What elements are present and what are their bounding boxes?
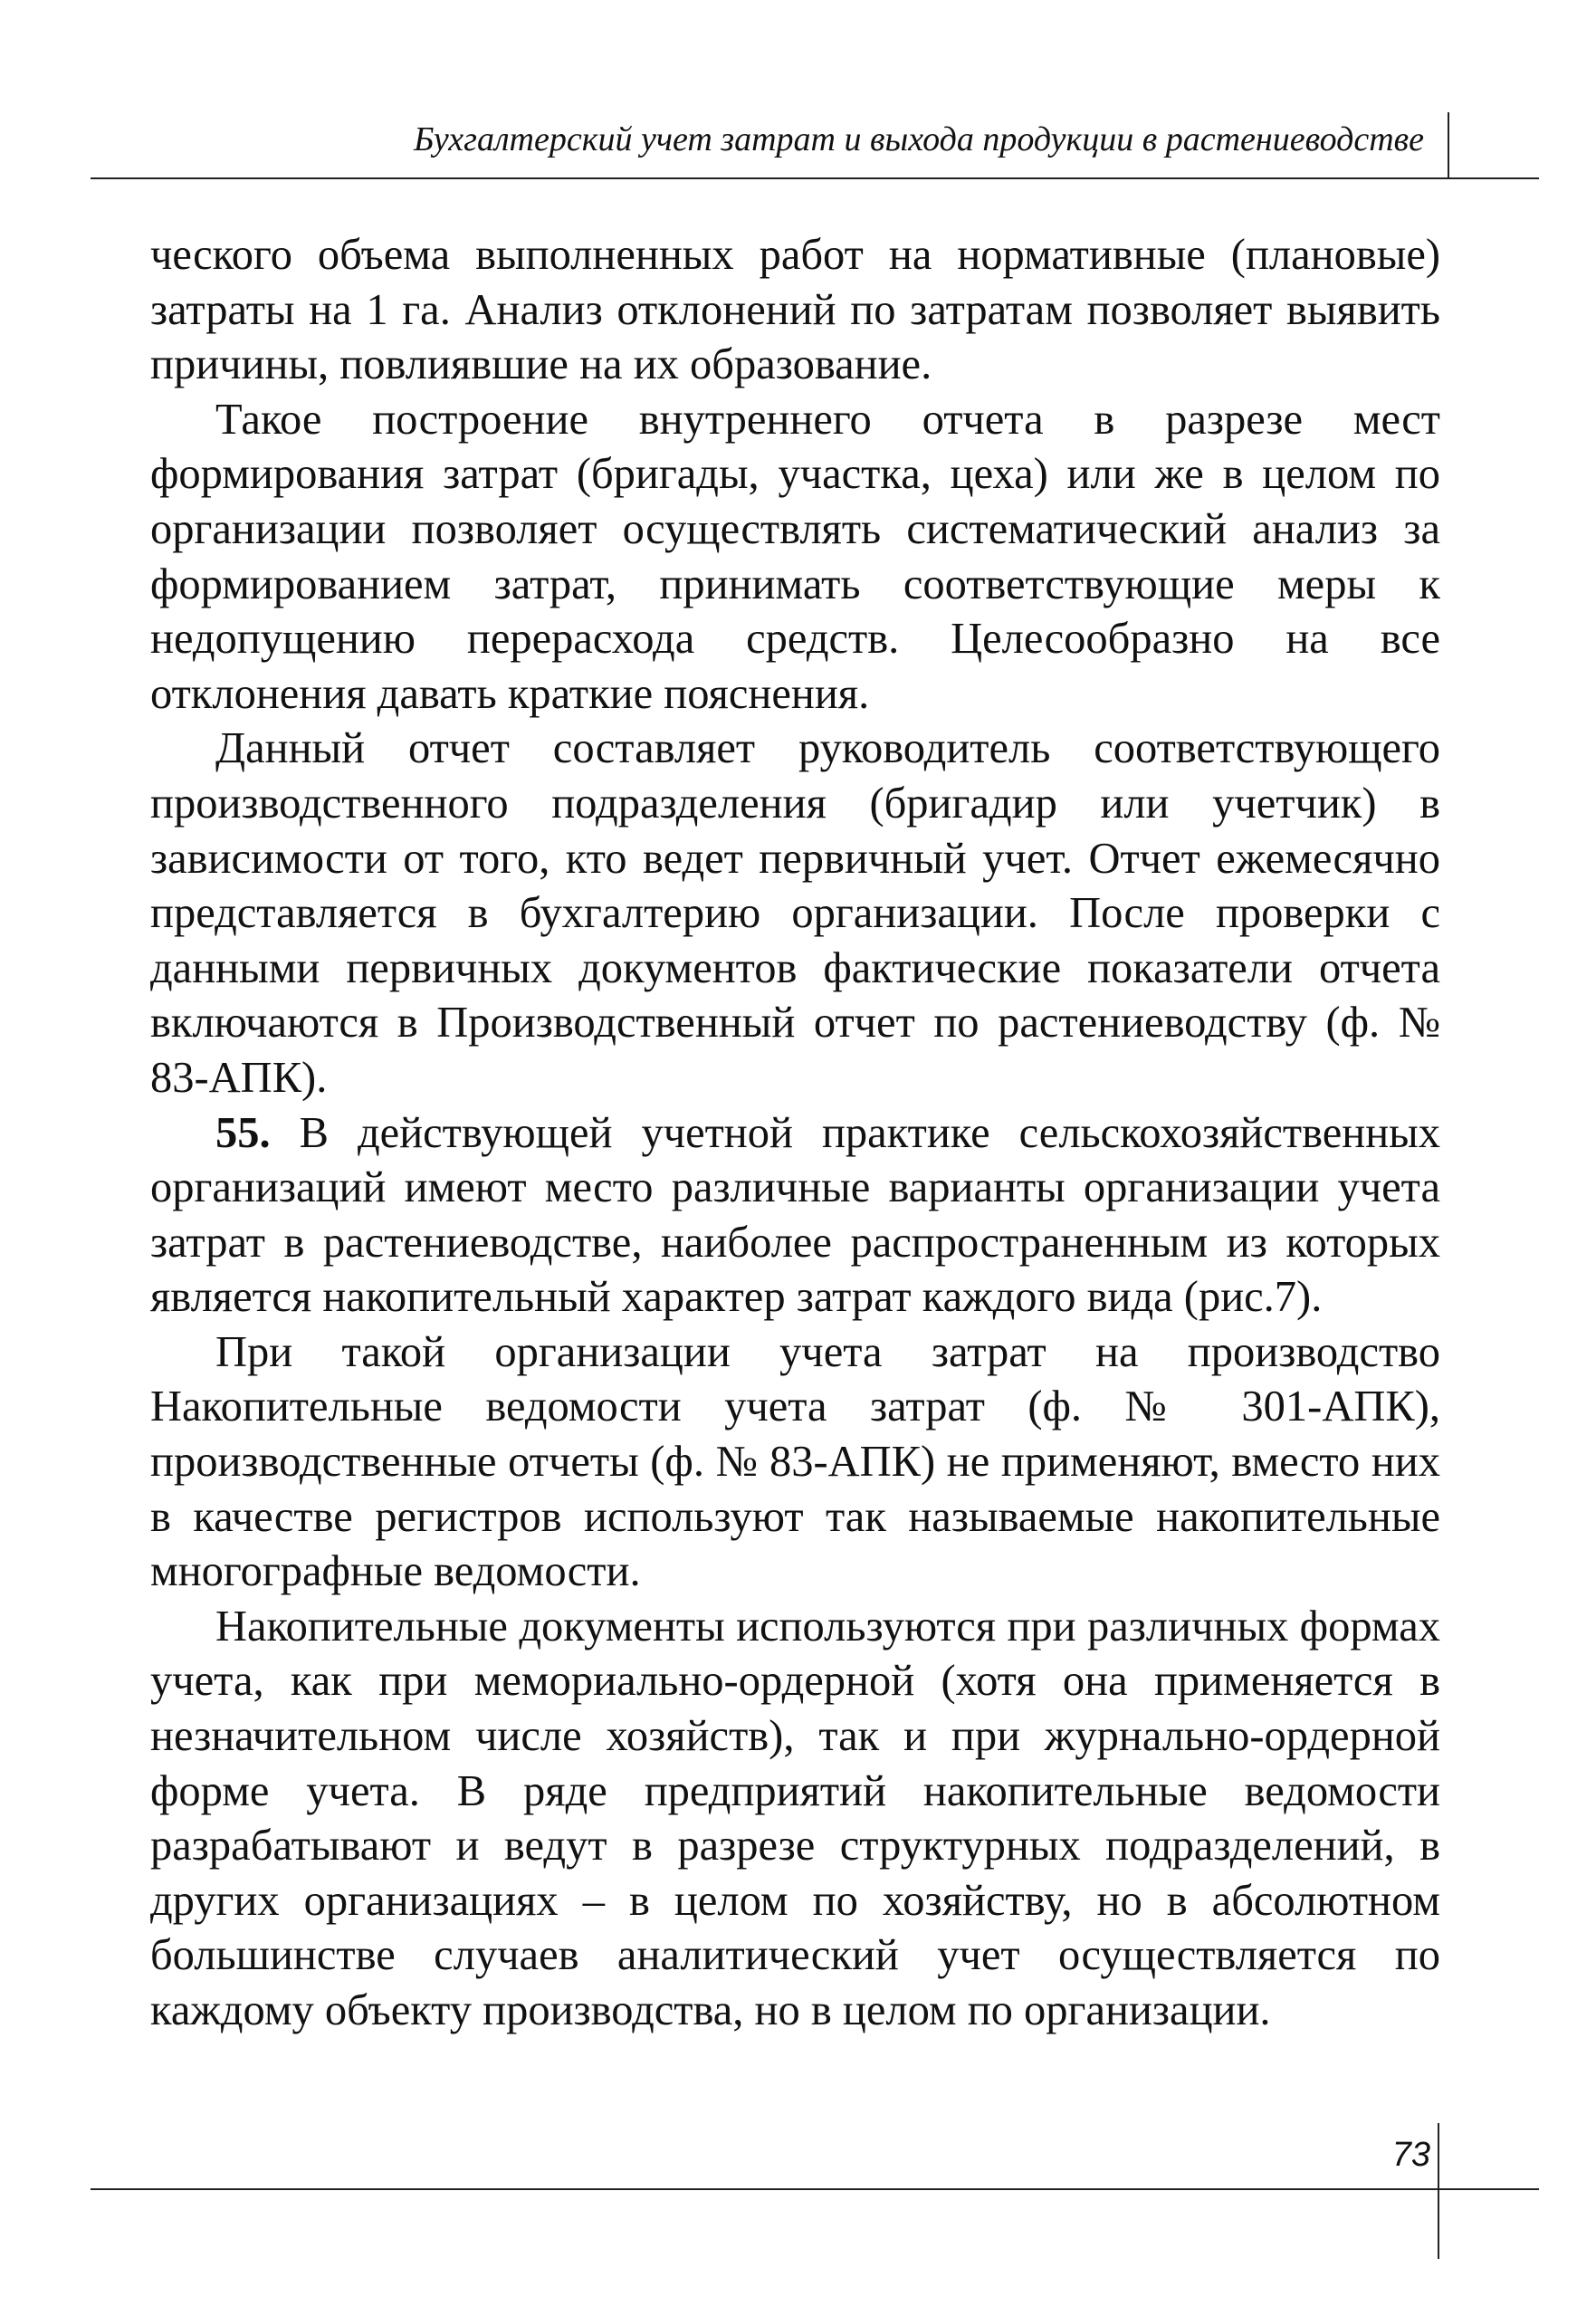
footer-rule <box>91 2188 1539 2190</box>
footer-tick-mark <box>1438 2123 1439 2259</box>
paragraph-text: Накопительные документы используются при различных формах учета, как при мемориально-ордерной (хотя она применяется в незначительном числе хозяйств), так и при журнально-ордерной форме учета. В ряде предприятий накопительные ведомости разрабатывают и ведут в разрезе структурных подразделений, в других организациях – в целом по хозяйству, но в абсолютном большинстве случаев аналитический учет осуществляется по каждому объекту производства, но в целом по организации. <box>150 1602 1440 2034</box>
paragraph <box>150 722 1440 1105</box>
paragraph-text: Данный отчет составляет руководитель соответствующего производственного подразделения (бригадир или учетчик) в зависимости от того, кто ведет первичный учет. Отчет ежемесячно представляется в бухгалтерию организации. После проверки с данными первичных документов фактические показатели отчета включаются в Производственный отчет по растениеводству (ф. № 83-АПК). <box>150 724 1440 1102</box>
header-rule <box>91 177 1539 179</box>
paragraph-55 <box>150 1106 1440 1325</box>
paragraph-number: 55. <box>215 1108 271 1157</box>
paragraph <box>150 1600 1440 2039</box>
paragraph <box>150 1325 1440 1600</box>
paragraph <box>150 228 1440 393</box>
header-tick-mark <box>1448 112 1449 179</box>
paragraph-text: В действующей учетной практике сельскохозяйственных организаций имеют место различные варианты организации учета затрат в растениеводстве, наиболее распространенным из которых является накопительный характер затрат каждого вида (рис.7). <box>150 1108 1440 1322</box>
running-head: Бухгалтерский учет затрат и выхода продукции в растениеводстве <box>413 120 1424 158</box>
paragraph-text: ческого объема выполненных работ на нормативные (плановые) затраты на 1 га. Анализ отклонений по затратам позволяет выявить причины, повлиявшие на их образование. <box>150 231 1440 389</box>
body-text <box>150 228 1440 2039</box>
paragraph <box>150 393 1440 722</box>
page-number: 73 <box>1391 2136 1430 2174</box>
paragraph-text: Такое построение внутреннего отчета в разрезе мест формирования затрат (бригады, участка, цеха) или же в целом по организации позволяет осуществлять систематический анализ за формированием затрат, принимать соответствующие меры к недопущению перерасхода средств. Целесообразно на все отклонения давать краткие пояснения. <box>150 395 1440 718</box>
paragraph-text: При такой организации учета затрат на производство Накопительные ведомости учета затрат (ф. № 301-АПК), производственные отчеты (ф. № 83-АПК) не применяют, вместо них в качестве регистров используют так называемые накопительные многографные ведомости. <box>150 1327 1440 1596</box>
